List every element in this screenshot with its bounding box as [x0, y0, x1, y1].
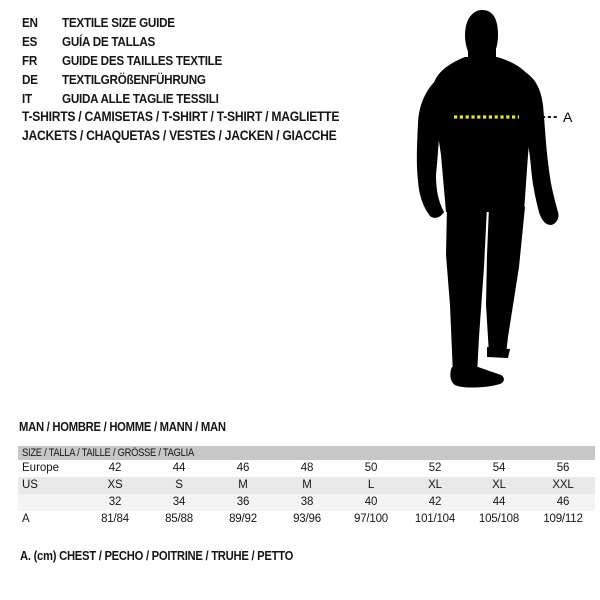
cell: 42: [428, 496, 442, 508]
size-table-header-text: SIZE / TALLA / TAILLE / GRÖSSE / TAGLIA: [22, 447, 194, 459]
cell: 46: [556, 496, 570, 508]
man-silhouette-icon: [417, 10, 559, 388]
size-table: [18, 446, 595, 528]
cell: 34: [172, 496, 186, 508]
lang-row-fr: [22, 51, 240, 70]
lang-code: IT: [22, 91, 32, 106]
table-row-europe: [18, 460, 595, 477]
category-line-jackets: JACKETS / CHAQUETAS / VESTES / JACKEN / GIACCHE: [22, 128, 337, 143]
cell: 89/92: [229, 513, 257, 525]
lang-label: GUIDA ALLE TAGLIE TESSILI: [62, 91, 219, 106]
cell: L: [367, 479, 375, 491]
cell: 81/84: [101, 513, 129, 525]
section-title-text: MAN / HOMBRE / HOMME / MANN / MAN: [19, 420, 226, 434]
cell: 48: [300, 462, 314, 474]
cell: 46: [236, 462, 250, 474]
cell: M: [238, 479, 248, 491]
table-row-chest-a: [18, 511, 595, 528]
category-line-tshirts: T-SHIRTS / CAMISETAS / T-SHIRT / T-SHIRT / MAGLIETTE: [22, 109, 340, 124]
cell: XXL: [552, 479, 574, 491]
category-heading: [22, 107, 374, 145]
cell: 93/96: [293, 513, 321, 525]
table-row-alt-size: [18, 494, 595, 511]
cell: 85/88: [165, 513, 193, 525]
cell: 54: [492, 462, 506, 474]
cell: 38: [300, 496, 314, 508]
lang-label: GUÍA DE TALLAS: [62, 34, 156, 49]
cell: 105/108: [478, 513, 520, 525]
table-row-us: [18, 477, 595, 494]
lang-label: TEXTILGRÖßENFÜHRUNG: [62, 72, 206, 87]
cell: XL: [428, 479, 442, 491]
lang-code: FR: [22, 53, 38, 68]
lang-row-de: [22, 70, 240, 89]
lang-label: GUIDE DES TAILLES TEXTILE: [62, 53, 223, 68]
language-list: [22, 13, 240, 108]
lang-code: EN: [22, 15, 38, 30]
footnote-chest-measure: [20, 548, 323, 564]
lang-row-it: [22, 89, 240, 108]
row-label: [18, 494, 83, 511]
lang-row-en: [22, 13, 240, 32]
cell: 36: [236, 496, 250, 508]
cell: 101/104: [414, 513, 456, 525]
cell: M: [302, 479, 312, 491]
footnote-text: A. (cm) CHEST / PECHO / POITRINE / TRUHE / PETTO: [20, 549, 294, 563]
lang-code: ES: [22, 34, 38, 49]
size-table-header: [18, 446, 595, 460]
measure-label-a: A: [563, 109, 573, 125]
cell: 44: [172, 462, 186, 474]
cell: XS: [107, 479, 123, 491]
cell: 40: [364, 496, 378, 508]
lang-code: DE: [22, 72, 38, 87]
man-figure: [405, 5, 600, 397]
cell: 97/100: [354, 513, 388, 525]
cell: XL: [492, 479, 506, 491]
cell: 109/112: [543, 513, 583, 525]
row-label: A: [22, 513, 30, 525]
cell: 42: [108, 462, 122, 474]
cell: 50: [364, 462, 378, 474]
cell: S: [175, 479, 183, 491]
cell: 52: [428, 462, 442, 474]
lang-label: TEXTILE SIZE GUIDE: [62, 15, 175, 30]
cell: 32: [108, 496, 122, 508]
row-label: Europe: [22, 462, 60, 474]
cell: 56: [556, 462, 570, 474]
section-title-man: [19, 419, 249, 435]
lang-row-es: [22, 32, 240, 51]
row-label: US: [22, 479, 38, 491]
cell: 44: [492, 496, 506, 508]
